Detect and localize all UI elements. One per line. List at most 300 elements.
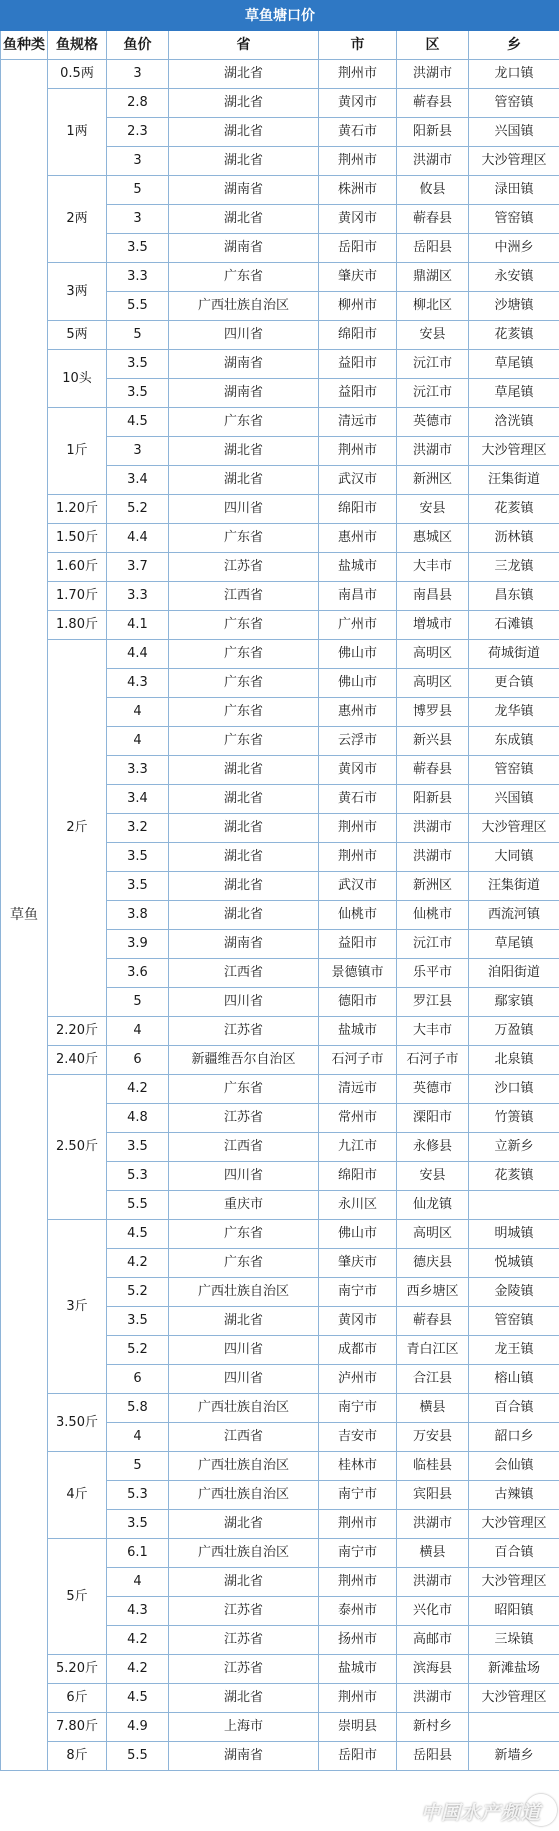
spec-cell: 2.20斤 <box>48 1017 107 1046</box>
district-cell: 洪湖市 <box>397 1510 469 1539</box>
district-cell: 蕲春县 <box>397 1307 469 1336</box>
header-township: 乡 <box>469 31 559 60</box>
township-cell: 大沙管理区 <box>469 437 559 466</box>
township-cell <box>469 1191 559 1220</box>
province-cell: 湖北省 <box>169 1568 319 1597</box>
district-cell: 蕲春县 <box>397 89 469 118</box>
city-cell: 荆州市 <box>319 814 397 843</box>
city-cell: 肇庆市 <box>319 263 397 292</box>
district-cell: 阳新县 <box>397 118 469 147</box>
header-row <box>1 31 559 60</box>
city-cell: 佛山市 <box>319 1220 397 1249</box>
city-cell: 永川区 <box>319 1191 397 1220</box>
province-cell: 江苏省 <box>169 1104 319 1133</box>
price-cell: 3.2 <box>107 814 169 843</box>
city-cell: 佛山市 <box>319 669 397 698</box>
price-cell: 6 <box>107 1365 169 1394</box>
fish-type-cell: 草鱼 <box>1 60 48 1771</box>
township-cell: 渌田镇 <box>469 176 559 205</box>
township-cell: 沙口镇 <box>469 1075 559 1104</box>
district-cell: 大丰市 <box>397 1017 469 1046</box>
spec-cell: 6斤 <box>48 1684 107 1713</box>
district-cell: 大丰市 <box>397 553 469 582</box>
price-cell: 5.2 <box>107 1336 169 1365</box>
district-cell: 石河子市 <box>397 1046 469 1075</box>
spec-cell: 5斤 <box>48 1539 107 1655</box>
district-cell: 新村乡 <box>397 1713 469 1742</box>
table-row <box>1 1075 559 1104</box>
township-cell: 沥林镇 <box>469 524 559 553</box>
price-cell: 3.3 <box>107 756 169 785</box>
province-cell: 广西壮族自治区 <box>169 292 319 321</box>
district-cell: 英德市 <box>397 1075 469 1104</box>
province-cell: 广东省 <box>169 611 319 640</box>
price-cell: 3.5 <box>107 234 169 263</box>
table-row <box>1 1394 559 1423</box>
township-cell: 大沙管理区 <box>469 814 559 843</box>
city-cell: 荆州市 <box>319 843 397 872</box>
district-cell: 德庆县 <box>397 1249 469 1278</box>
district-cell: 滨海县 <box>397 1655 469 1684</box>
township-cell: 西流河镇 <box>469 901 559 930</box>
table-row <box>1 60 559 89</box>
table-row <box>1 263 559 292</box>
province-cell: 广西壮族自治区 <box>169 1278 319 1307</box>
price-cell: 5 <box>107 1452 169 1481</box>
district-cell: 安县 <box>397 321 469 350</box>
township-cell: 更合镇 <box>469 669 559 698</box>
city-cell: 清远市 <box>319 408 397 437</box>
district-cell: 青白江区 <box>397 1336 469 1365</box>
city-cell: 南宁市 <box>319 1278 397 1307</box>
province-cell: 湖北省 <box>169 872 319 901</box>
price-cell: 4 <box>107 727 169 756</box>
township-cell: 昌东镇 <box>469 582 559 611</box>
price-cell: 5.2 <box>107 1278 169 1307</box>
district-cell: 新洲区 <box>397 872 469 901</box>
province-cell: 重庆市 <box>169 1191 319 1220</box>
price-cell: 3.3 <box>107 263 169 292</box>
city-cell: 益阳市 <box>319 930 397 959</box>
city-cell: 黄石市 <box>319 118 397 147</box>
township-cell: 汪集街道 <box>469 872 559 901</box>
province-cell: 广东省 <box>169 1075 319 1104</box>
city-cell: 九江市 <box>319 1133 397 1162</box>
district-cell: 罗江县 <box>397 988 469 1017</box>
district-cell: 高明区 <box>397 640 469 669</box>
price-cell: 3.5 <box>107 1307 169 1336</box>
table-row <box>1 1017 559 1046</box>
township-cell: 悦城镇 <box>469 1249 559 1278</box>
spec-cell: 1.50斤 <box>48 524 107 553</box>
township-cell: 大沙管理区 <box>469 147 559 176</box>
price-cell: 4.2 <box>107 1249 169 1278</box>
spec-cell: 1.80斤 <box>48 611 107 640</box>
district-cell: 沅江市 <box>397 930 469 959</box>
price-cell: 3.7 <box>107 553 169 582</box>
price-cell: 3.5 <box>107 1133 169 1162</box>
table-row <box>1 350 559 379</box>
province-cell: 江西省 <box>169 959 319 988</box>
spec-cell: 1.20斤 <box>48 495 107 524</box>
price-cell: 3.4 <box>107 466 169 495</box>
price-cell: 3.3 <box>107 582 169 611</box>
city-cell: 荆州市 <box>319 1510 397 1539</box>
table-row <box>1 524 559 553</box>
spec-cell: 1斤 <box>48 408 107 495</box>
township-cell: 百合镇 <box>469 1394 559 1423</box>
province-cell: 广东省 <box>169 1220 319 1249</box>
table-row <box>1 1742 559 1771</box>
table-row <box>1 495 559 524</box>
province-cell: 广东省 <box>169 1249 319 1278</box>
province-cell: 湖北省 <box>169 756 319 785</box>
spec-cell: 10头 <box>48 350 107 408</box>
district-cell: 临桂县 <box>397 1452 469 1481</box>
price-cell: 4.5 <box>107 408 169 437</box>
city-cell: 绵阳市 <box>319 495 397 524</box>
spec-cell: 4斤 <box>48 1452 107 1539</box>
township-cell: 立新乡 <box>469 1133 559 1162</box>
watermark: 中国水产频道 <box>420 1802 541 1824</box>
city-cell: 黄冈市 <box>319 89 397 118</box>
township-cell: 龙华镇 <box>469 698 559 727</box>
township-cell: 竹箦镇 <box>469 1104 559 1133</box>
district-cell: 新洲区 <box>397 466 469 495</box>
price-cell: 4 <box>107 698 169 727</box>
township-cell <box>469 1713 559 1742</box>
province-cell: 湖北省 <box>169 1510 319 1539</box>
township-cell: 兴国镇 <box>469 785 559 814</box>
township-cell: 汪集街道 <box>469 466 559 495</box>
city-cell: 荆州市 <box>319 437 397 466</box>
district-cell: 高邮市 <box>397 1626 469 1655</box>
header-fish-type: 鱼种类 <box>1 31 48 60</box>
price-cell: 5.8 <box>107 1394 169 1423</box>
price-cell: 3 <box>107 205 169 234</box>
district-cell: 安县 <box>397 1162 469 1191</box>
price-cell: 4.1 <box>107 611 169 640</box>
province-cell: 湖北省 <box>169 118 319 147</box>
price-cell: 4.4 <box>107 524 169 553</box>
province-cell: 四川省 <box>169 1365 319 1394</box>
city-cell: 益阳市 <box>319 379 397 408</box>
district-cell: 洪湖市 <box>397 1684 469 1713</box>
city-cell: 扬州市 <box>319 1626 397 1655</box>
district-cell: 沅江市 <box>397 379 469 408</box>
city-cell: 柳州市 <box>319 292 397 321</box>
province-cell: 江西省 <box>169 582 319 611</box>
province-cell: 广西壮族自治区 <box>169 1452 319 1481</box>
city-cell: 惠州市 <box>319 698 397 727</box>
city-cell: 石河子市 <box>319 1046 397 1075</box>
price-cell: 4.4 <box>107 640 169 669</box>
table-row <box>1 1655 559 1684</box>
district-cell: 岳阳县 <box>397 1742 469 1771</box>
spec-cell: 1两 <box>48 89 107 176</box>
province-cell: 湖北省 <box>169 1307 319 1336</box>
city-cell: 岳阳市 <box>319 234 397 263</box>
city-cell: 德阳市 <box>319 988 397 1017</box>
province-cell: 湖北省 <box>169 437 319 466</box>
table-row <box>1 1684 559 1713</box>
city-cell: 仙桃市 <box>319 901 397 930</box>
district-cell: 洪湖市 <box>397 147 469 176</box>
city-cell: 清远市 <box>319 1075 397 1104</box>
district-cell: 洪湖市 <box>397 843 469 872</box>
district-cell: 攸县 <box>397 176 469 205</box>
district-cell: 沅江市 <box>397 350 469 379</box>
district-cell: 乐平市 <box>397 959 469 988</box>
spec-cell: 2斤 <box>48 640 107 1017</box>
province-cell: 湖南省 <box>169 1742 319 1771</box>
price-cell: 5.5 <box>107 1742 169 1771</box>
district-cell: 兴化市 <box>397 1597 469 1626</box>
table-row <box>1 640 559 669</box>
district-cell: 增城市 <box>397 611 469 640</box>
price-cell: 6.1 <box>107 1539 169 1568</box>
province-cell: 湖北省 <box>169 147 319 176</box>
price-cell: 5.5 <box>107 292 169 321</box>
province-cell: 广东省 <box>169 263 319 292</box>
table-row <box>1 408 559 437</box>
township-cell: 韶口乡 <box>469 1423 559 1452</box>
province-cell: 新疆维吾尔自治区 <box>169 1046 319 1075</box>
township-cell: 草尾镇 <box>469 930 559 959</box>
spec-cell: 2两 <box>48 176 107 263</box>
township-cell: 管窑镇 <box>469 756 559 785</box>
township-cell: 洎阳街道 <box>469 959 559 988</box>
province-cell: 湖南省 <box>169 234 319 263</box>
table-row <box>1 611 559 640</box>
price-cell: 3 <box>107 60 169 89</box>
province-cell: 江苏省 <box>169 1017 319 1046</box>
province-cell: 江苏省 <box>169 1626 319 1655</box>
township-cell: 草尾镇 <box>469 379 559 408</box>
spec-cell: 8斤 <box>48 1742 107 1771</box>
city-cell: 南宁市 <box>319 1539 397 1568</box>
township-cell: 会仙镇 <box>469 1452 559 1481</box>
district-cell: 溧阳市 <box>397 1104 469 1133</box>
district-cell: 仙龙镇 <box>397 1191 469 1220</box>
price-cell: 5 <box>107 176 169 205</box>
spec-cell: 0.5两 <box>48 60 107 89</box>
city-cell: 绵阳市 <box>319 1162 397 1191</box>
city-cell: 黄冈市 <box>319 756 397 785</box>
province-cell: 湖北省 <box>169 901 319 930</box>
province-cell: 湖北省 <box>169 466 319 495</box>
spec-cell: 7.80斤 <box>48 1713 107 1742</box>
township-cell: 大沙管理区 <box>469 1684 559 1713</box>
city-cell: 泸州市 <box>319 1365 397 1394</box>
table-title: 草鱼塘口价 <box>1 1 559 31</box>
city-cell: 常州市 <box>319 1104 397 1133</box>
price-cell: 4.5 <box>107 1220 169 1249</box>
township-cell: 花荄镇 <box>469 321 559 350</box>
city-cell: 南昌市 <box>319 582 397 611</box>
township-cell: 浛洸镇 <box>469 408 559 437</box>
township-cell: 昭阳镇 <box>469 1597 559 1626</box>
city-cell: 盐城市 <box>319 1655 397 1684</box>
district-cell: 洪湖市 <box>397 60 469 89</box>
price-cell: 2.3 <box>107 118 169 147</box>
price-cell: 4.3 <box>107 1597 169 1626</box>
city-cell: 南宁市 <box>319 1394 397 1423</box>
table-body <box>1 60 559 1771</box>
district-cell: 万安县 <box>397 1423 469 1452</box>
table-row <box>1 1713 559 1742</box>
header-district: 区 <box>397 31 469 60</box>
province-cell: 湖北省 <box>169 89 319 118</box>
spec-cell: 3.50斤 <box>48 1394 107 1452</box>
price-cell: 4.8 <box>107 1104 169 1133</box>
city-cell: 吉安市 <box>319 1423 397 1452</box>
table-row <box>1 1220 559 1249</box>
district-cell: 高明区 <box>397 1220 469 1249</box>
table-row <box>1 1046 559 1075</box>
price-cell: 4.2 <box>107 1655 169 1684</box>
price-cell: 5.2 <box>107 495 169 524</box>
province-cell: 湖北省 <box>169 785 319 814</box>
township-cell: 荷城街道 <box>469 640 559 669</box>
district-cell: 柳北区 <box>397 292 469 321</box>
township-cell: 鄢家镇 <box>469 988 559 1017</box>
district-cell: 宾阳县 <box>397 1481 469 1510</box>
district-cell: 鼎湖区 <box>397 263 469 292</box>
city-cell: 岳阳市 <box>319 1742 397 1771</box>
city-cell: 广州市 <box>319 611 397 640</box>
table-row <box>1 321 559 350</box>
township-cell: 北泉镇 <box>469 1046 559 1075</box>
township-cell: 明城镇 <box>469 1220 559 1249</box>
header-city: 市 <box>319 31 397 60</box>
city-cell: 盐城市 <box>319 1017 397 1046</box>
table-row <box>1 176 559 205</box>
province-cell: 江西省 <box>169 1423 319 1452</box>
price-cell: 4.3 <box>107 669 169 698</box>
province-cell: 四川省 <box>169 1336 319 1365</box>
city-cell: 黄冈市 <box>319 205 397 234</box>
township-cell: 大沙管理区 <box>469 1510 559 1539</box>
township-cell: 新滩盐场 <box>469 1655 559 1684</box>
township-cell: 万盈镇 <box>469 1017 559 1046</box>
price-cell: 3.5 <box>107 843 169 872</box>
price-cell: 3.5 <box>107 1510 169 1539</box>
price-cell: 4 <box>107 1423 169 1452</box>
township-cell: 沙塘镇 <box>469 292 559 321</box>
city-cell: 惠州市 <box>319 524 397 553</box>
district-cell: 洪湖市 <box>397 437 469 466</box>
city-cell: 肇庆市 <box>319 1249 397 1278</box>
province-cell: 湖南省 <box>169 350 319 379</box>
city-cell: 荆州市 <box>319 147 397 176</box>
price-cell: 3 <box>107 437 169 466</box>
spec-cell: 1.70斤 <box>48 582 107 611</box>
price-cell: 3 <box>107 147 169 176</box>
province-cell: 江苏省 <box>169 553 319 582</box>
spec-cell: 2.50斤 <box>48 1075 107 1220</box>
price-cell: 4.2 <box>107 1626 169 1655</box>
township-cell: 百合镇 <box>469 1539 559 1568</box>
spec-cell: 2.40斤 <box>48 1046 107 1075</box>
district-cell: 合江县 <box>397 1365 469 1394</box>
province-cell: 江西省 <box>169 1133 319 1162</box>
price-cell: 3.8 <box>107 901 169 930</box>
province-cell: 四川省 <box>169 321 319 350</box>
price-cell: 3.5 <box>107 872 169 901</box>
province-cell: 广西壮族自治区 <box>169 1394 319 1423</box>
province-cell: 湖南省 <box>169 930 319 959</box>
province-cell: 广东省 <box>169 727 319 756</box>
district-cell: 新兴县 <box>397 727 469 756</box>
header-province: 省 <box>169 31 319 60</box>
city-cell: 崇明县 <box>319 1713 397 1742</box>
province-cell: 四川省 <box>169 495 319 524</box>
province-cell: 湖南省 <box>169 176 319 205</box>
city-cell: 泰州市 <box>319 1597 397 1626</box>
price-cell: 4.9 <box>107 1713 169 1742</box>
city-cell: 黄石市 <box>319 785 397 814</box>
city-cell: 绵阳市 <box>319 321 397 350</box>
township-cell: 大沙管理区 <box>469 1568 559 1597</box>
township-cell: 草尾镇 <box>469 350 559 379</box>
township-cell: 龙口镇 <box>469 60 559 89</box>
province-cell: 四川省 <box>169 1162 319 1191</box>
province-cell: 湖北省 <box>169 1684 319 1713</box>
table-row <box>1 582 559 611</box>
price-cell: 5.5 <box>107 1191 169 1220</box>
district-cell: 博罗县 <box>397 698 469 727</box>
table-row <box>1 1452 559 1481</box>
district-cell: 横县 <box>397 1394 469 1423</box>
township-cell: 三垛镇 <box>469 1626 559 1655</box>
spec-cell: 1.60斤 <box>48 553 107 582</box>
price-cell: 5 <box>107 988 169 1017</box>
price-cell: 3.6 <box>107 959 169 988</box>
price-cell: 6 <box>107 1046 169 1075</box>
township-cell: 管窑镇 <box>469 89 559 118</box>
price-cell: 5 <box>107 321 169 350</box>
province-cell: 广东省 <box>169 698 319 727</box>
province-cell: 江苏省 <box>169 1597 319 1626</box>
city-cell: 荆州市 <box>319 60 397 89</box>
district-cell: 仙桃市 <box>397 901 469 930</box>
district-cell: 洪湖市 <box>397 1568 469 1597</box>
province-cell: 广西壮族自治区 <box>169 1481 319 1510</box>
city-cell: 益阳市 <box>319 350 397 379</box>
township-cell: 大同镇 <box>469 843 559 872</box>
district-cell: 蕲春县 <box>397 756 469 785</box>
province-cell: 湖北省 <box>169 205 319 234</box>
table-row <box>1 553 559 582</box>
district-cell: 南昌县 <box>397 582 469 611</box>
province-cell: 广东省 <box>169 524 319 553</box>
township-cell: 花荄镇 <box>469 1162 559 1191</box>
city-cell: 荆州市 <box>319 1568 397 1597</box>
district-cell: 惠城区 <box>397 524 469 553</box>
spec-cell: 3斤 <box>48 1220 107 1394</box>
province-cell: 江苏省 <box>169 1655 319 1684</box>
price-cell: 4 <box>107 1568 169 1597</box>
province-cell: 湖北省 <box>169 814 319 843</box>
township-cell: 石滩镇 <box>469 611 559 640</box>
province-cell: 广东省 <box>169 640 319 669</box>
province-cell: 广西壮族自治区 <box>169 1539 319 1568</box>
township-cell: 管窑镇 <box>469 205 559 234</box>
spec-cell: 3两 <box>48 263 107 321</box>
township-cell: 管窑镇 <box>469 1307 559 1336</box>
township-cell: 花荄镇 <box>469 495 559 524</box>
